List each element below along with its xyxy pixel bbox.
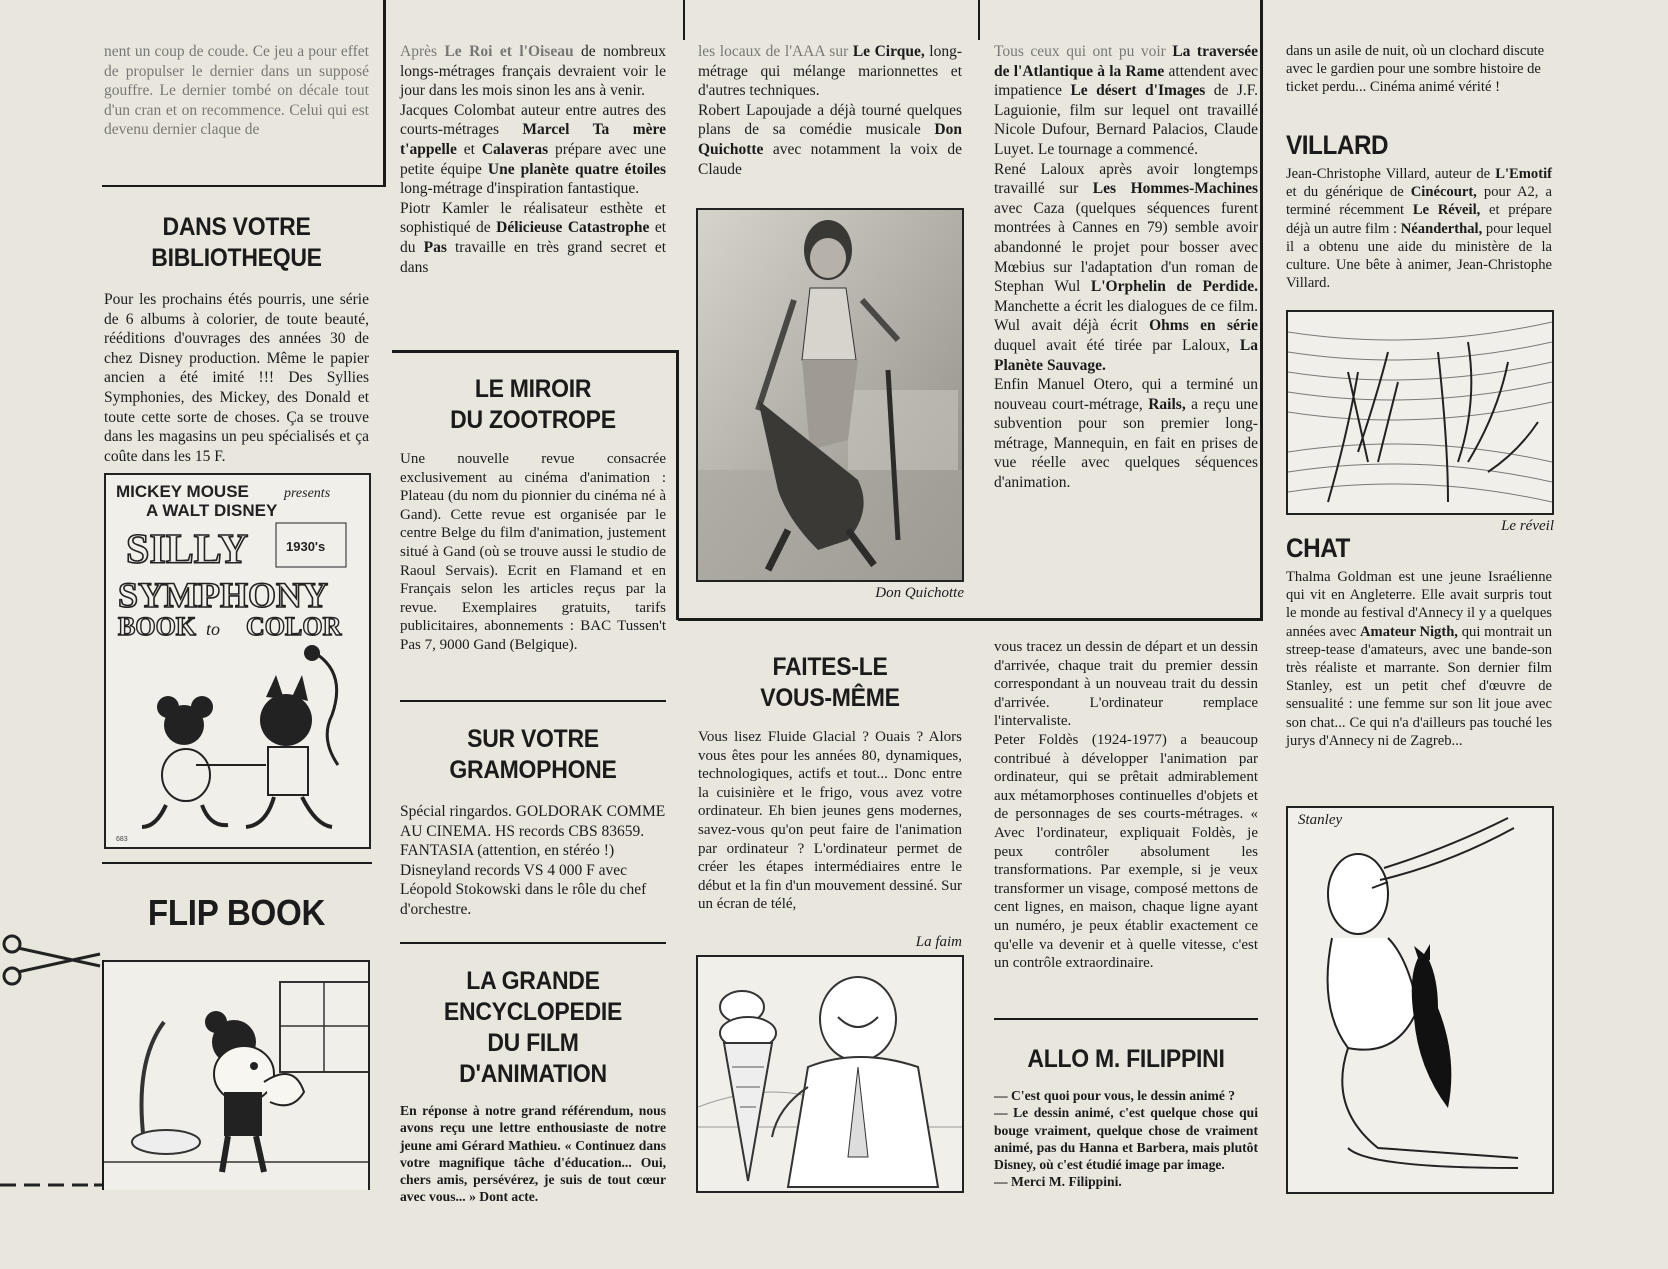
faites-cont-p1: vous tracez un dessin de départ et un dessin d'arrivée, chaque trait du premier dessin correspondant à un nouveau trait du dessin d'arrivée. L'ordinateur remplace l'intervaliste. bbox=[994, 639, 1258, 730]
zootrope-title-2: DU ZOOTROPE bbox=[450, 406, 616, 434]
col2-paragraph-2: Jacques Colombat auteur entre autres des courts-métrages Marcel Ta mère t'appelle et Calaveras prépare avec une petite équipe Une planète quatre étoiles long-métrage d'inspiration fantastique. bbox=[400, 101, 667, 198]
bibliotheque-body: Pour les prochains étés pourris, une série de 6 albums à colorier, de toute beauté, rééditions d'ouvrages des années 30 de chez Disney production. Même le papier ancien a été imité !!! Des Syllies Symphonies, des Mickey, des Donald et toute cette sorte de choses. Ça se trouve dans les magasins un peu spécialisés et ça coûte dans les 15 F. bbox=[104, 291, 369, 465]
col1-mid-rule bbox=[102, 862, 372, 864]
flipbook-illustration bbox=[104, 960, 370, 1190]
flipbook-section bbox=[104, 893, 369, 933]
col4-paragraph-2: René Laloux après avoir longtemps travaillé sur Les Hommes-Machines avec Caza (quelques séquences furent montrées à Cannes en 79) semble avoir abandonné le projet pour bosser avec Mœbius sur l'adaptation d'un roman de Stephan Wul L'Orphelin de Perdide. Manchette a écrit les dialogues de ce film. Wul avait déjà écrit Ohms en série duquel avait été tirée par Laloux, La Planète Sauvage. bbox=[994, 160, 1258, 374]
col3-top-text bbox=[698, 42, 962, 179]
flipbook-title: FLIP BOOK bbox=[147, 892, 326, 933]
col4-paragraph-3: Enfin Manuel Otero, qui a terminé un nouveau court-métrage, Rails, a reçu une subvention pour son premier long-métrage, Mannequin, en fait en prises de vue réelle avec quelques séquences d'animation. bbox=[994, 376, 1259, 492]
gramophone-section bbox=[400, 724, 666, 920]
cover-presents: presents bbox=[284, 486, 331, 501]
le-reveil-caption: Le réveil bbox=[1501, 518, 1554, 534]
stanley-caption: Stanley bbox=[1298, 812, 1343, 828]
filippini-title: ALLO M. FILIPPINI bbox=[1027, 1045, 1225, 1073]
encyclopedie-title-1: LA GRANDE bbox=[466, 967, 600, 995]
villard-title: VILLARD bbox=[1286, 130, 1389, 160]
villard-section bbox=[1286, 130, 1552, 292]
chat-title: CHAT bbox=[1286, 533, 1350, 563]
filippini-thanks: — Merci M. Filippini. bbox=[994, 1174, 1122, 1190]
col2-paragraph-1: Après Le Roi et l'Oiseau de nombreux longs-métrages français devraient voir le jour dans les mois sinon les ans à venir. bbox=[400, 43, 666, 100]
col4-paragraph-1: Tous ceux qui ont pu voir La traversée de l'Atlantique à la Rame attendent avec impatience Le désert d'Images de J.F. Laguionie, film sur lequel ont travaillé Nicole Dufour, Bernard Palacios, Claude Luyet. Le tournage a commencé. bbox=[994, 43, 1259, 158]
cover-tiny: 683 bbox=[116, 836, 128, 843]
la-faim-drawing bbox=[698, 957, 962, 1191]
col3-paragraph-2: Robert Lapoujade a déjà tourné quelques plans de sa comédie musicale Don Quichotte avec notamment la voix de Claude bbox=[698, 101, 962, 178]
col1-continuation: nent un coup de coude. Ce jeu a pour effet de propulser le dernier dans un supposé gouffre. Le dernier tombé on décale tout d'un cran et on recommence. Celui qui est devenu dernier claque de bbox=[104, 43, 369, 139]
faites-section bbox=[698, 652, 962, 914]
faites-title-2: VOUS-MÊME bbox=[760, 684, 900, 712]
encyclopedie-title-3: DU FILM bbox=[487, 1029, 579, 1057]
zootrope-right-rule bbox=[676, 350, 679, 620]
flipbook-drawing bbox=[104, 962, 370, 1190]
le-reveil-drawing bbox=[1288, 312, 1552, 513]
col1-top-rule bbox=[102, 185, 385, 187]
cover-color: COLOR bbox=[246, 612, 342, 641]
gramophone-p2: FANTASIA (attention, en stéréo !) Disneyland records VS 4 000 F avec Léopold Stokowski dans le rôle du chef d'orchestre. bbox=[400, 842, 647, 918]
bibliotheque-title-2: BIBLIOTHEQUE bbox=[151, 244, 322, 272]
col4-left-rule-top bbox=[978, 0, 980, 40]
cover-to: to bbox=[206, 619, 221, 639]
faites-continued bbox=[994, 638, 1258, 973]
zootrope-title-1: LE MIROIR bbox=[474, 375, 592, 403]
silly-symphony-cover bbox=[104, 473, 371, 849]
scissors-icon bbox=[0, 930, 104, 1200]
encyclopedie-body: En réponse à notre grand référendum, nous avons reçu une lettre enthousiaste de notre jeune ami Gérard Mathieu. « Continuez dans votre magnifique tâche d'éducation... Oui, chers amis, persévérez, je suis de tout cœur avec vous... » Dont acte. bbox=[400, 1103, 666, 1205]
col2-paragraph-3: Piotr Kamler le réalisateur esthète et sophistiqué de Délicieuse Catastrophe et du Pas travaille en très grand secret et dans bbox=[400, 199, 666, 276]
la-faim-caption: La faim bbox=[915, 934, 962, 950]
col5-continuation: dans un asile de nuit, où un clochard discute avec le gardien pour une sombre histoire de ticket perdu... Cinéma animé vérité ! bbox=[1286, 43, 1545, 96]
la-faim-illustration bbox=[696, 955, 964, 1193]
cover-symphony: SYMPHONY bbox=[118, 575, 328, 615]
col3-left-rule bbox=[683, 0, 685, 40]
faites-cont-p2: Peter Foldès (1924-1977) a beaucoup contribué à développer l'animation par ordinateur, qui se prêtait admirablement aux métamorphoses continuelles d'objets et de personnages de ses courts-métrages. « Avec l'ordinateur, expliquait Foldès, je peux contrôler absolument les transformations. Par exemple, si je veux transformer un visage, composé mettons de cent lignes, en maison, chaque ligne ayant un numéro, je peux établir exactement ce qu'elle va devenir et à quelle vitesse, c'est un contrôle extraordinaire. bbox=[994, 731, 1258, 972]
chat-body: Thalma Goldman est une jeune Israélienne qui vit en Angleterre. Elle avait surpris tout le monde au festival d'Annecy il y a quelques années avec Amateur Nigth, qui montrait un streep-tease d'amateurs, avec une bande-son très réaliste et marrante. Son dernier film Stanley, est un petit chef d'œuvre de sensualité : une femme sur son lit joue avec son chat... Ce qui n'a d'ailleurs pas touché les jurys d'Annecy ni de Zagreb... bbox=[1286, 569, 1553, 749]
filippini-top-rule bbox=[994, 1018, 1258, 1020]
col3-paragraph-1: les locaux de l'AAA sur Le Cirque, long-métrage qui mélange marionnettes et d'autres techniques. bbox=[698, 43, 962, 100]
filippini-section bbox=[994, 1044, 1258, 1191]
le-reveil-illustration bbox=[1286, 310, 1554, 515]
stanley-drawing bbox=[1288, 808, 1552, 1192]
zootrope-top-rule bbox=[392, 350, 677, 353]
bibliotheque-section bbox=[104, 212, 369, 466]
cover-line1: MICKEY MOUSE bbox=[116, 482, 249, 501]
col3-4-horizontal-rule bbox=[678, 618, 1263, 621]
col1-top-text bbox=[104, 42, 369, 140]
gramophone-title-2: GRAMOPHONE bbox=[449, 756, 617, 784]
cover-badge: 1930's bbox=[286, 539, 326, 554]
bibliotheque-title-1: DANS VOTRE bbox=[162, 213, 311, 241]
encyclopedie-top-rule bbox=[400, 942, 666, 944]
filippini-question: — C'est quoi pour vous, le dessin animé ? bbox=[994, 1088, 1236, 1103]
col1-top-rule-vert bbox=[383, 0, 386, 187]
encyclopedie-title-2: ENCYCLOPEDIE bbox=[443, 998, 623, 1026]
don-quichotte-photo bbox=[696, 208, 964, 582]
zootrope-section bbox=[400, 374, 666, 655]
don-quichotte-caption: Don Quichotte bbox=[875, 585, 964, 601]
encyclopedie-section bbox=[400, 966, 666, 1206]
faites-title-1: FAITES-LE bbox=[772, 653, 888, 681]
gramophone-p1: Spécial ringardos. GOLDORAK COMME AU CINEMA. HS records CBS 83659. bbox=[400, 803, 666, 840]
cover-line2: A WALT DISNEY bbox=[146, 501, 278, 520]
faites-body: Vous lisez Fluide Glacial ? Ouais ? Alors vous êtes pour les années 80, dynamiques, technologiques, actifs et tout... Donc entre la cuisinière et le frigo, vous avez votre ordinateur. Eh bien jeunes gens modernes, savez-vous qu'on peut faire de l'animation par ordinateur ? L'ordinateur permet de créer les étapes intermédiaires entre le début et la fin d'un mouvement dessiné. Sur un écran de télé, bbox=[698, 729, 962, 913]
col4-text bbox=[994, 42, 1258, 493]
silly-symphony-illustration bbox=[106, 475, 369, 847]
col4-right-rule bbox=[1260, 0, 1263, 621]
gramophone-top-rule bbox=[400, 700, 666, 702]
gramophone-title-1: SUR VOTRE bbox=[467, 725, 599, 753]
stanley-illustration bbox=[1286, 806, 1554, 1194]
zootrope-body: Une nouvelle revue consacrée exclusivement au cinéma d'animation : Plateau (du nom du pionnier du cinéma né à Gand). Cette revue est organisée par le centre Belge du film d'animation, justement situé à Gand (où se trouve aussi le studio de Raoul Servais). Ecrit en Flamand et en Français selon les articles reçus par la revue. Exemplaires gratuits, tarifs publicitaires, abonnements : BAC Tussen't Pas 7, 9000 Gand (Belgique). bbox=[400, 451, 666, 653]
don-quichotte-image bbox=[698, 210, 962, 580]
cover-silly: SILLY bbox=[126, 527, 249, 573]
encyclopedie-title-4: D'ANIMATION bbox=[459, 1060, 607, 1088]
cover-book: BOOK bbox=[118, 612, 197, 641]
villard-body: Jean-Christophe Villard, auteur de L'Emotif et du générique de Cinécourt, pour A2, a terminé récemment Le Réveil, et prépare déjà un autre film : Néanderthal, pour lequel il a obtenu une aide du ministère de la culture. Une bête à animer, Jean-Christophe Villard. bbox=[1286, 166, 1552, 292]
filippini-answer: — Le dessin animé, c'est quelque chose qui bouge vraiment, quelque chose de vraiment animé, pas du Hanna et Barbera, mais plutôt Disney, où c'est étudié image par image. bbox=[994, 1105, 1258, 1173]
chat-section bbox=[1286, 533, 1552, 750]
col2-top-text bbox=[400, 42, 666, 277]
col5-top-text bbox=[1286, 42, 1552, 97]
